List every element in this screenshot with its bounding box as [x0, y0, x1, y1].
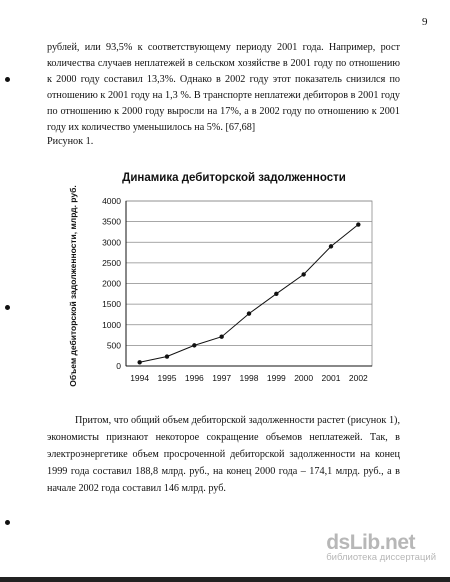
y-tick-label: 2000 [102, 278, 121, 289]
data-point [356, 222, 360, 226]
data-point [165, 354, 169, 358]
y-tick-label: 3500 [102, 216, 121, 227]
page-number: 9 [422, 16, 428, 28]
chart-title: Динамика дебиторской задолженности [122, 172, 346, 184]
y-tick-label: 3000 [102, 237, 121, 248]
figure-label: Рисунок 1. [47, 136, 94, 147]
x-tick-label: 1996 [184, 373, 204, 383]
x-axis-ticks [130, 373, 368, 383]
chart-gridlines [126, 201, 372, 345]
debt-line-chart [64, 163, 384, 398]
x-tick-label: 2002 [348, 373, 368, 383]
margin-bullet [5, 305, 10, 310]
body-paragraph: рублей, или 93,5% к соответствующему периоду 2001 года. Например, рост количества случаев неплатежей в сельском хозяйстве в 2001 году по отношению к 2000 году составил 13,3%. Однако в 2002 году этот показатель снизился по отношению к 2001 году на 1,3 %. В транспорте неплатежи дебиторов в 2001 году по отношению к 2000 году выросли на 17%, а в 2002 году по отношению к 2001 году их количество уменьшилось на 5%. [67,68] [47, 42, 400, 133]
y-tick-label: 500 [106, 340, 121, 351]
x-tick-label: 2000 [294, 373, 314, 383]
scan-edge [0, 577, 450, 582]
y-axis-label: Объем дебиторской задолженности, млрд. руб. [68, 185, 78, 387]
data-points [137, 222, 360, 364]
watermark-logo: dsLib.net [326, 531, 416, 554]
data-point [329, 244, 333, 248]
body-paragraph: Притом, что общий объем дебиторской задолженности растет (рисунок 1), экономисты признают некоторое сокращение объемов неплатежей. Так, в электроэнергетике объем просроченной дебиторской задолженности на конец 1999 года составил 188,8 млрд. руб., на конец 2000 года – 174,1 млрд. руб., а в начале 2002 года составил 146 млрд. руб. [47, 415, 400, 494]
y-tick-label: 4000 [102, 196, 121, 206]
data-line [140, 225, 359, 363]
y-tick-label: 1500 [102, 299, 121, 310]
margin-bullet [5, 77, 10, 82]
data-point [274, 292, 278, 296]
data-point [247, 311, 251, 315]
y-tick-label: 2500 [102, 257, 121, 268]
x-tick-label: 1994 [130, 373, 150, 383]
data-point [192, 343, 196, 347]
margin-bullet [5, 520, 10, 525]
x-tick-label: 1995 [157, 373, 177, 383]
data-point [219, 335, 223, 339]
data-point [137, 360, 141, 364]
data-point [301, 272, 305, 276]
x-tick-label: 1998 [239, 373, 259, 383]
x-tick-label: 1997 [212, 373, 232, 383]
y-axis-ticks [102, 196, 121, 371]
x-tick-label: 1999 [266, 373, 286, 383]
y-tick-label: 0 [116, 361, 121, 371]
y-tick-label: 1000 [102, 319, 121, 330]
watermark-subtitle: библиотека диссертаций [326, 552, 436, 563]
watermark [326, 531, 436, 563]
x-tick-label: 2001 [321, 373, 341, 383]
